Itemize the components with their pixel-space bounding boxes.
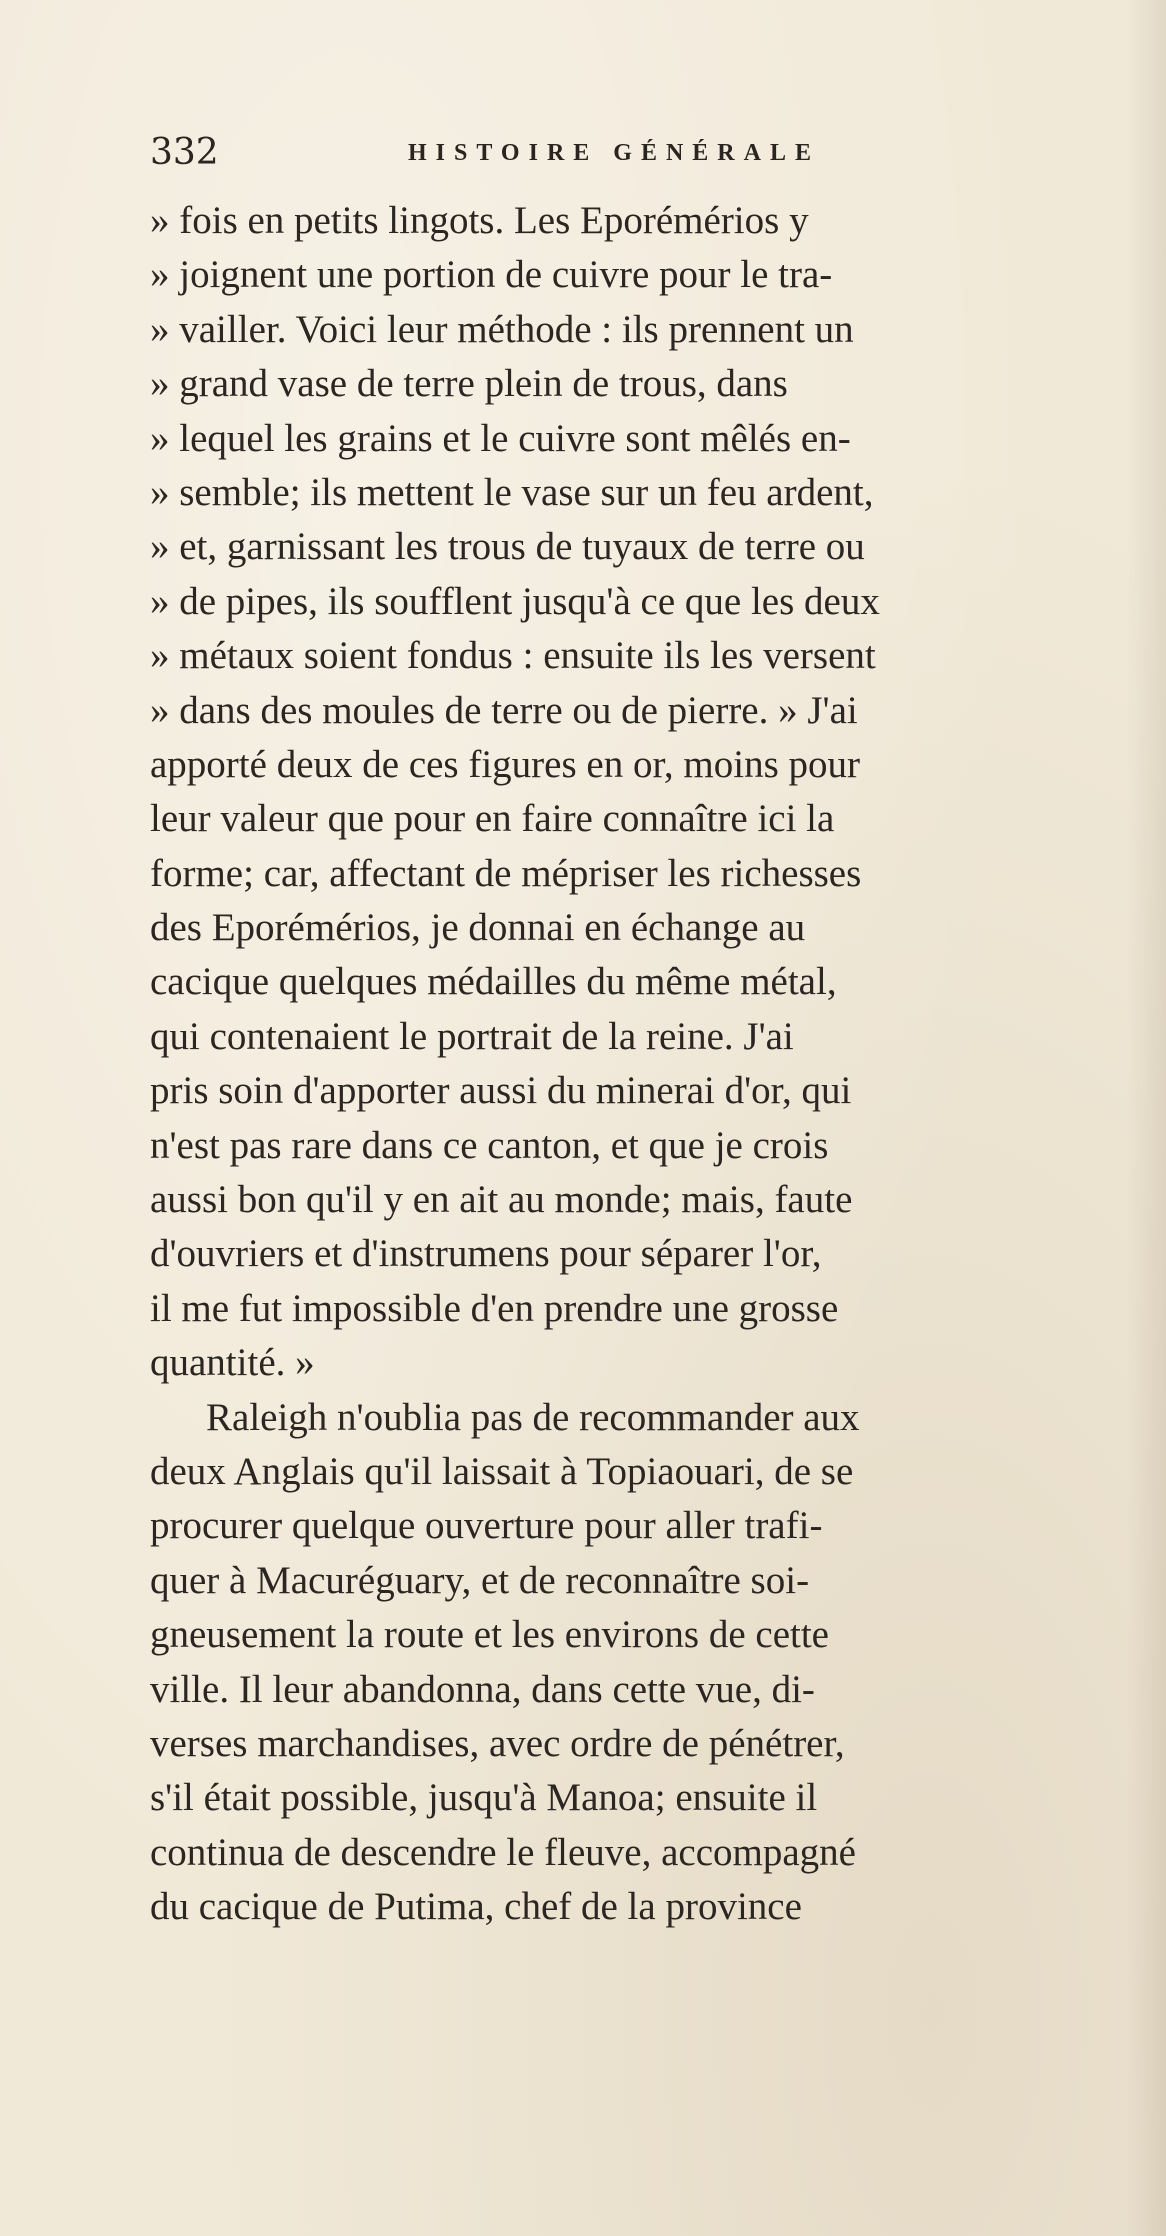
text-line: » grand vase de terre plein de trous, dans [150,362,788,406]
text-line: » dans des moules de terre ou de pierre. » J'ai [150,688,858,732]
text-line: » métaux soient fondus : ensuite ils les versent [150,634,876,678]
running-head [150,128,930,178]
paragraph-start-line: Raleigh n'oublia pas de recommander aux [206,1395,860,1439]
page-number: 332 [150,132,219,173]
text-line: continua de descendre le fleuve, accompagné [150,1830,856,1874]
text-line: gneusement la route et les environs de cette [150,1613,829,1657]
text-line: qui contenaient le portrait de la reine. J'ai [150,1014,794,1058]
page-edge-shadow [1126,0,1166,2236]
text-line: apporté deux de ces figures en or, moins pour [150,742,860,786]
text-line: ville. Il leur abandonna, dans cette vue, di- [150,1667,815,1711]
text-line: des Eporémérios, je donnai en échange au [150,906,806,950]
text-line: leur valeur que pour en faire connaître ici la [150,797,835,841]
text-line: du cacique de Putima, chef de la province [150,1885,802,1929]
text-line: » joignent une portion de cuivre pour le tra- [150,253,833,297]
text-line: aussi bon qu'il y en ait au monde; mais, faute [150,1178,853,1222]
text-line: d'ouvriers et d'instrumens pour séparer l'or, [150,1232,822,1276]
text-line: quantité. » [150,1341,315,1385]
text-line: » de pipes, ils soufflent jusqu'à ce que les deux [150,579,880,623]
text-line: verses marchandises, avec ordre de pénétrer, [150,1721,845,1765]
text-line: pris soin d'apporter aussi du minerai d'or, qui [150,1069,852,1113]
text-line: procurer quelque ouverture pour aller trafi- [150,1504,823,1548]
text-line: s'il était possible, jusqu'à Manoa; ensuite il [150,1776,818,1820]
running-title: HISTOIRE GÉNÉRALE [408,140,820,166]
text-line: » et, garnissant les trous de tuyaux de terre ou [150,525,865,569]
text-line: » vailler. Voici leur méthode : ils prennent un [150,307,854,351]
text-line: deux Anglais qu'il laissait à Topiaouari, de se [150,1449,854,1493]
text-line: » fois en petits lingots. Les Eporémérios y [150,199,809,242]
body-text [150,194,1130,1935]
text-line: quer à Macuréguary, et de reconnaître soi- [150,1558,810,1602]
text-line: cacique quelques médailles du même métal, [150,960,837,1004]
text-line: forme; car, affectant de mépriser les richesses [150,851,862,895]
text-line: » lequel les grains et le cuivre sont mêlés en- [150,416,851,460]
text-line: il me fut impossible d'en prendre une grosse [150,1286,839,1330]
text-line: n'est pas rare dans ce canton, et que je crois [150,1123,829,1167]
text-line: » semble; ils mettent le vase sur un feu ardent, [150,470,874,514]
